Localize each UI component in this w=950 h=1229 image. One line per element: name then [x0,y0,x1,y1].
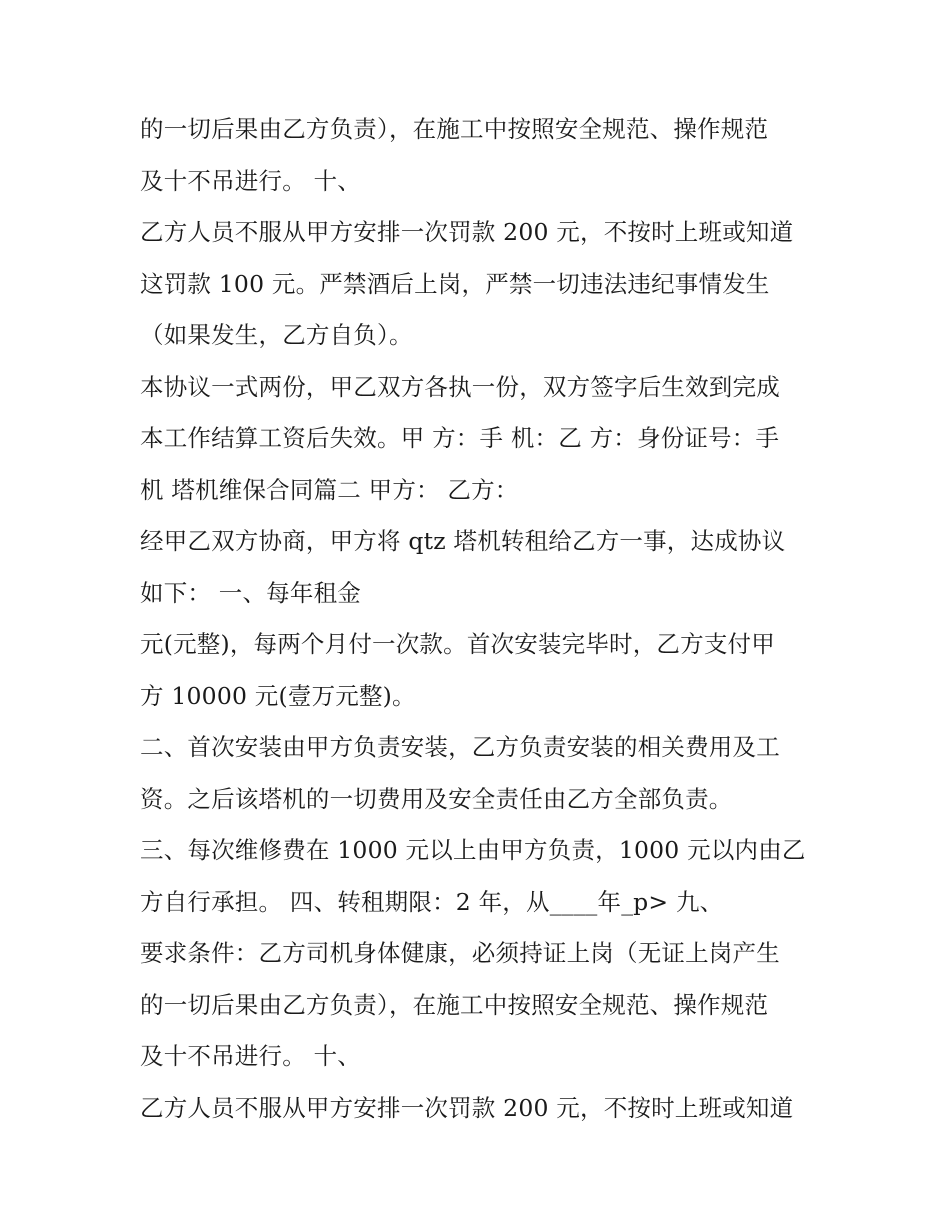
text-line: 资。之后该塔机的一切费用及安全责任由乙方全部负责。 [140,784,733,813]
text-line: 方 10000 元(壹万元整)。 [140,681,416,710]
text-line: 的一切后果由乙方负责），在施工中按照安全规范、操作规范 [140,115,769,143]
text-line: 方自行承担。 四、转租期限：2 年，从____年_p> 九、 [140,887,724,916]
text-line: 如下： 一、每年租金 [140,578,361,607]
text-line: 及十不吊进行。 十、 [140,1042,361,1070]
text-line: 元(元整)，每两个月付一次款。首次安装完毕时，乙方支付甲 [140,630,775,658]
text-line: 乙方人员不服从甲方安排一次罚款 200 元，不按时上班或知道 [140,218,794,246]
text-line: 的一切后果由乙方负责），在施工中按照安全规范、操作规范 [140,990,769,1019]
text-line: 本工作结算工资后失效。甲 方：手 机：乙 方：身份证号：手 [140,424,780,452]
text-line: （如果发生，乙方自负）。 [140,321,413,349]
document-body [140,104,820,1134]
text-line: 经甲乙双方协商，甲方将 qtz 塔机转租给乙方一事，达成协议 [140,527,786,555]
text-line: 这罚款 100 元。严禁酒后上岗，严禁一切违法违纪事情发生 [140,269,770,298]
text-line: 三、每次维修费在 1000 元以上由甲方负责，1000 元以内由乙 [140,836,806,864]
text-line: 本协议一式两份，甲乙双方各执一份，双方签字后生效到完成 [140,372,780,401]
text-line: 乙方人员不服从甲方安排一次罚款 200 元，不按时上班或知道 [140,1093,794,1122]
text-line: 机 塔机维保合同篇二 甲方： 乙方： [140,475,519,504]
text-line: 及十不吊进行。 十、 [140,166,361,195]
text-line: 二、首次安装由甲方负责安装，乙方负责安装的相关费用及工 [140,733,780,761]
text-line: 要求条件：乙方司机身体健康，必须持证上岗（无证上岗产生 [140,939,780,967]
